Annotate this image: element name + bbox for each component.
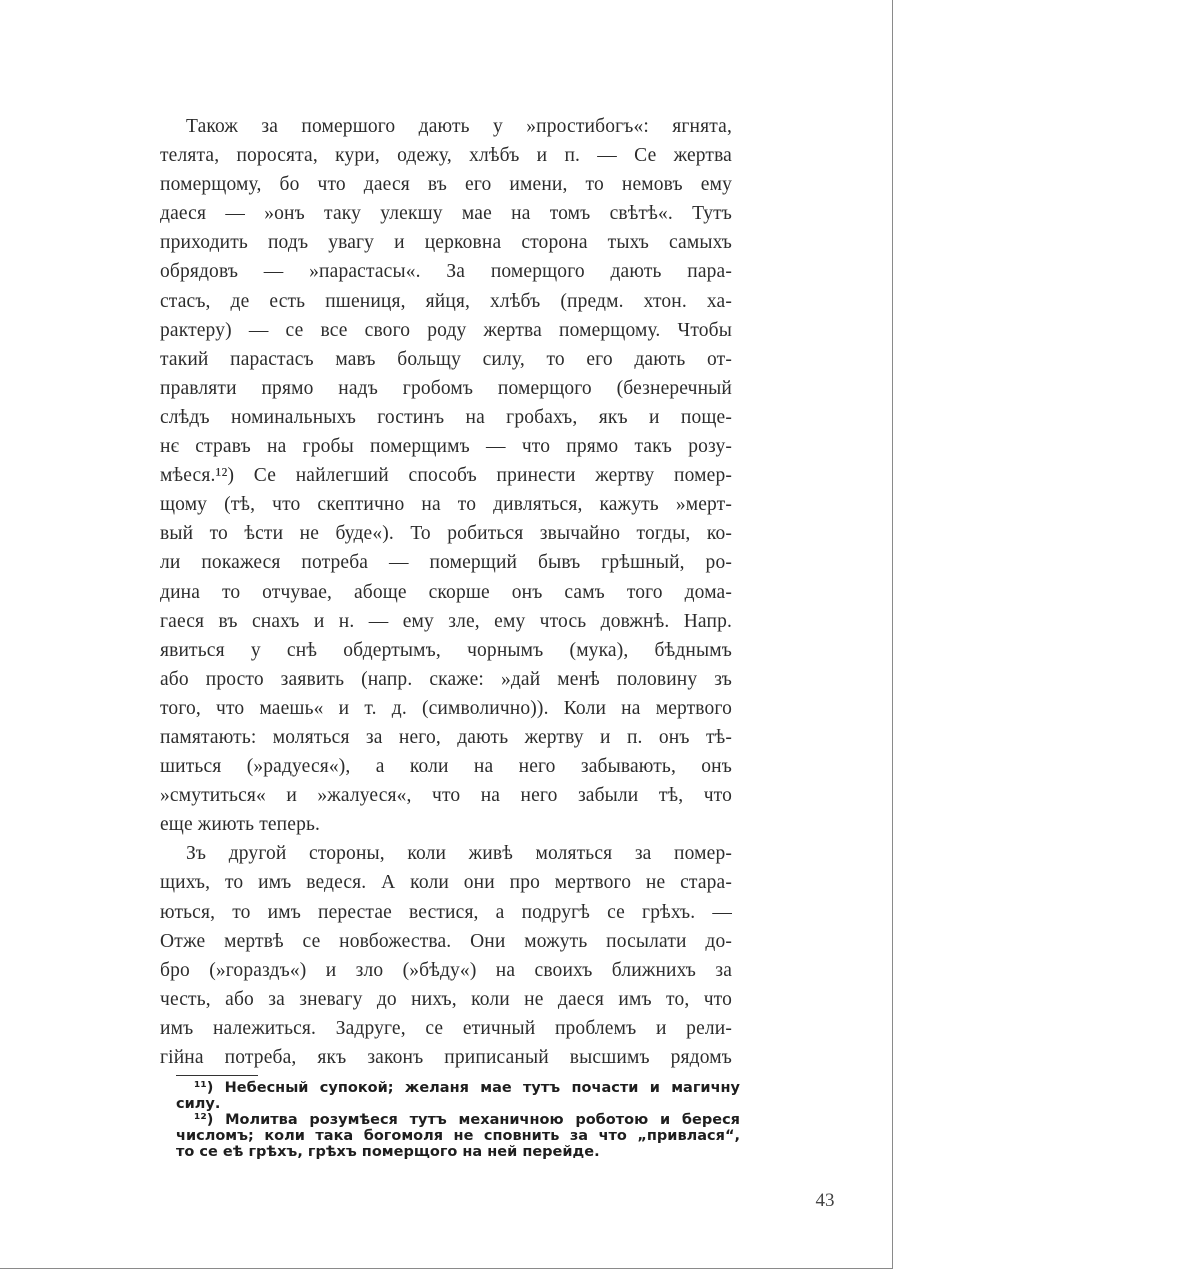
text-line: бро (»гораздъ«) и зло (»бѣду«) на своихъ ближнихъ за (160, 959, 732, 981)
text-line: слѣдъ номинальныхъ гостинъ на гробахъ, якъ и поще- (160, 406, 732, 428)
text-line: правляти прямо надъ гробомъ померщого (безнеречный (160, 377, 732, 399)
text-line: явиться у снѣ обдертымъ, чорнымъ (мука), бѣднымъ (160, 639, 732, 661)
footnote-line: ¹¹) Небесный супокой; желаня мае тутъ почасти и магичну (194, 1080, 740, 1096)
text-line: того, что маешь« и т. д. (символично)). Коли на мертвого (160, 697, 732, 719)
text-line: Отже мертвѣ се новбожества. Они можуть посылати до- (160, 930, 732, 952)
text-line: обрядовъ — »парастасы«. За померщого дають пара- (160, 261, 732, 283)
text-line: имъ належиться. Задруге, се етичный проблемъ и рели- (160, 1017, 732, 1039)
text-line: гаеся въ снахъ и н. — ему зле, ему чтось довжнѣ. Напр. (160, 610, 732, 632)
text-line: телята, поросята, кури, одежу, хлѣбъ и п. — Се жертва (160, 145, 732, 167)
text-line: памятають: моляться за него, дають жертву и п. онъ тѣ- (160, 726, 732, 748)
footnote-line: числомъ; коли така богомоля не сповнить за что „привлася“, (176, 1128, 740, 1144)
text-line: щихъ, то имъ ведеся. А коли они про мертвого не стара- (160, 872, 732, 894)
footnote-line: то се еѣ грѣхъ, грѣхъ померщого на ней перейде. (176, 1144, 600, 1160)
text-line: щому (тѣ, что скептично на то дивляться, кажуть »мерт- (160, 494, 732, 516)
text-line: даеся — »онъ таку улекшу мае на томъ свѣтѣ«. Тутъ (160, 203, 732, 225)
text-line: гійна потреба, якъ законъ приписаный высшимъ рядомъ (160, 1047, 732, 1068)
text-line: Зъ другой стороны, коли живѣ моляться за помер- (186, 843, 732, 865)
text-line: померщому, бо что даеся въ его имени, то немовъ ему (160, 174, 732, 196)
footnotes (176, 1080, 740, 1160)
text-line: еще жиють теперь. (160, 814, 321, 836)
text-line: такий парастасъ мавъ больщу силу, то его дають от- (160, 348, 732, 370)
text-line: честь, або за зневагу до нихъ, коли не даеся имъ то, что (160, 988, 732, 1010)
text-line: приходить подъ увагу и церковна сторона тыхъ самыхъ (160, 232, 732, 254)
text-line: або просто заявить (напр. скаже: »дай менѣ половину зъ (160, 668, 732, 690)
text-line: ли покажеся потреба — померщий бывъ грѣшный, ро- (160, 552, 732, 574)
text-line: »смутиться« и »жалуеся«, что на него забыли тѣ, что (160, 785, 732, 807)
text-line: шиться (»радуеся«), а коли на него забывають, онъ (160, 756, 732, 778)
text-line: рактеру) — се все свого роду жертва померщому. Чтобы (160, 319, 732, 341)
page-number: 43 (815, 1190, 835, 1211)
text-line: дина то отчувае, абоще скорше онъ самъ того дома- (160, 581, 732, 603)
footnote-divider (176, 1075, 258, 1076)
text-line: мѣеся.¹²) Се найлегший способъ принести жертву помер- (160, 465, 732, 487)
text-line: нє стравъ на гробы померщимъ — что прямо такъ розу- (160, 436, 732, 458)
text-line: вый то ѣсти не буде«). То робиться звычайно тогды, ко- (160, 523, 732, 545)
text-line: стасъ, де есть пшениця, яйця, хлѣбъ (предм. хтон. ха- (160, 290, 732, 312)
main-text (160, 112, 732, 1072)
footnote-line: силу. (176, 1096, 221, 1112)
text-line: Також за помершого дають у »простибогъ«: ягнята, (186, 116, 732, 137)
footnote-line: ¹²) Молитва розумѣеся тутъ механичною роботою и береся (194, 1112, 740, 1128)
text-line: ються, то имъ перестае вестися, а подругѣ се грѣхъ. — (160, 901, 732, 923)
